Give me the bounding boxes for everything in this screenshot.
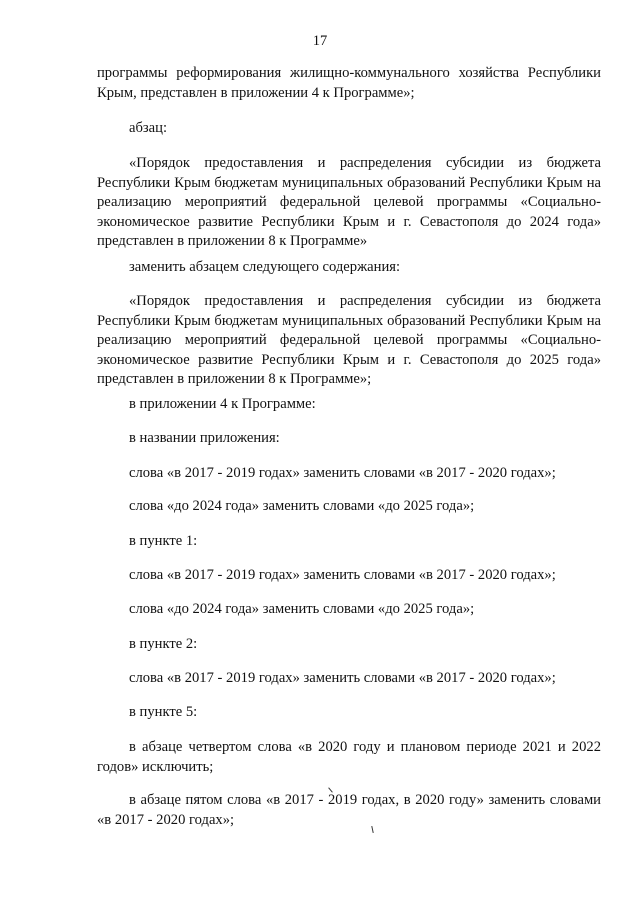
paragraph-appendix-title: в названии приложения: [129, 430, 280, 446]
paragraph-point-1-change-years: слова «в 2017 - 2019 годах» заменить словами «в 2017 - 2020 годах»; [129, 567, 556, 583]
paragraph-continuation: программы реформирования жилищно-коммунального хозяйства Республики Крым, представлен в приложении 4 к Программе»; [97, 65, 601, 101]
paragraph-point-2: в пункте 2: [129, 636, 198, 652]
paragraph-appendix-4: в приложении 4 к Программе: [129, 396, 316, 412]
paragraph-point-5-fifth: в абзаце пятом слова «в 2017 - 2019 годах, в 2020 году» заменить словами «в 2017 - 2020 годах»; [97, 792, 601, 828]
paragraph-title-change-2025: слова «до 2024 года» заменить словами «до 2025 года»; [129, 498, 475, 514]
page-number: 17 [312, 33, 328, 49]
paragraph-point-5: в пункте 5: [129, 704, 198, 720]
paragraph-title-change-years: слова «в 2017 - 2019 годах» заменить словами «в 2017 - 2020 годах»; [129, 465, 556, 481]
paragraph-new-text: «Порядок предоставления и распределения субсидии из бюджета Республики Крым бюджетам муниципальных образований Республики Крым на реализацию мероприятий федеральной целевой программы «Социально-экономическое развитие Республики Крым и г. Севастополя до 2025 года» представлен в приложении 8 к Программе»; [97, 293, 601, 387]
paragraph-point-2-change-years: слова «в 2017 - 2019 годах» заменить словами «в 2017 - 2020 годах»; [129, 670, 556, 686]
paragraph-point-5-fourth: в абзаце четвертом слова «в 2020 году и плановом периоде 2021 и 2022 годов» исключить; [97, 739, 601, 775]
paragraph-old-text: «Порядок предоставления и распределения субсидии из бюджета Республики Крым бюджетам муниципальных образований Республики Крым на реализацию мероприятий федеральной целевой программы «Социально-экономическое развитие Республики Крым и г. Севастополя до 2024 года» представлен в приложении 8 к Программе» [97, 155, 601, 249]
paragraph-point-1-change-2025: слова «до 2024 года» заменить словами «до 2025 года»; [129, 601, 475, 617]
paragraph-point-1: в пункте 1: [129, 533, 198, 549]
paragraph-replace-intro: заменить абзацем следующего содержания: [129, 259, 401, 275]
paragraph-abzac-label: абзац: [129, 120, 168, 136]
